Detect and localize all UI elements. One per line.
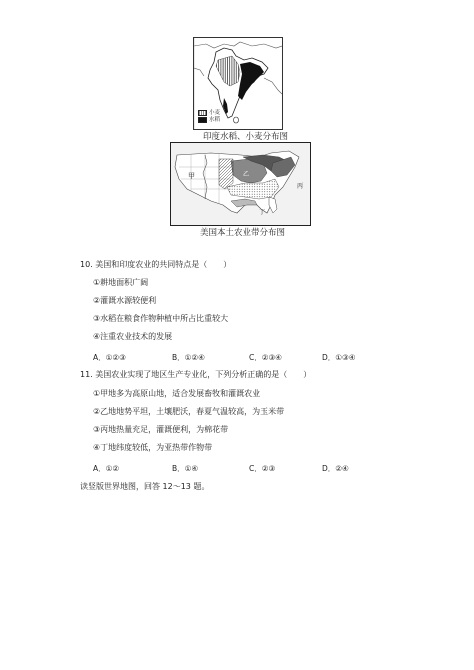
- question-10-statement-2: ②灌溉水源较便利: [93, 296, 157, 305]
- question-11-stem: 11. 美国农业实现了地区生产专业化，下列分析正确的是（ ）: [80, 370, 312, 379]
- legend-rice: 水稻: [198, 117, 220, 123]
- region-label-yi: 乙: [243, 171, 250, 178]
- question-10-statement-4: ④注重农业技术的发展: [93, 332, 173, 341]
- question-11-statement-2: ②乙地地势平坦，土壤肥沃，春夏气温较高，为玉米带: [93, 407, 285, 416]
- region-label-ding: 丁: [259, 209, 266, 216]
- question-10-stem: 10. 美国和印度农业的共同特点是（ ）: [80, 260, 232, 269]
- wheat-belt-region: [219, 159, 233, 189]
- question-11-option-b[interactable]: B．①④: [172, 464, 199, 473]
- question-11-statement-3: ③丙地热量充足，灌溉便利，为棉花带: [93, 425, 229, 434]
- region-label-bing: 丙: [297, 183, 304, 190]
- question-11-statement-4: ④丁地纬度较低，为亚热带作物带: [93, 443, 213, 452]
- question-10-statement-3: ③水稻在粮食作物种植中所占比重较大: [93, 314, 229, 323]
- question-11-option-a[interactable]: A．①②: [93, 464, 120, 473]
- question-10-option-c[interactable]: C．②③④: [249, 353, 282, 362]
- question-11-option-d[interactable]: D．②④: [322, 464, 349, 473]
- question-10-option-b[interactable]: B．①②④: [172, 353, 205, 362]
- india-map-legend: [198, 110, 220, 123]
- legend-wheat: 小麦: [198, 110, 220, 116]
- question-11-statement-1: ①甲地多为高原山地，适合发展畜牧和灌溉农业: [93, 389, 261, 398]
- india-outline: [208, 48, 268, 118]
- usa-agricultural-belts-map: [170, 142, 311, 226]
- region-label-jia: 甲: [188, 172, 195, 180]
- india-map-caption: 印度水稻、小麦分布图: [203, 132, 289, 142]
- usa-map-graphic: [171, 143, 310, 225]
- next-section-instruction: 读竖版世界地图，回答 12～13 题。: [80, 482, 210, 491]
- question-11-option-c[interactable]: C．②③: [249, 464, 276, 473]
- usa-map-caption: 美国本土农业带分布图: [200, 228, 286, 238]
- rice-region: [238, 62, 264, 100]
- hatch-swatch-icon: [198, 110, 207, 116]
- india-rice-wheat-map: [193, 37, 283, 130]
- question-10-statement-1: ①耕地面积广阔: [93, 278, 149, 287]
- question-10-option-d[interactable]: D．①③④: [322, 353, 356, 362]
- solid-swatch-icon: [198, 117, 207, 123]
- question-10-option-a[interactable]: A．①②③: [93, 353, 126, 362]
